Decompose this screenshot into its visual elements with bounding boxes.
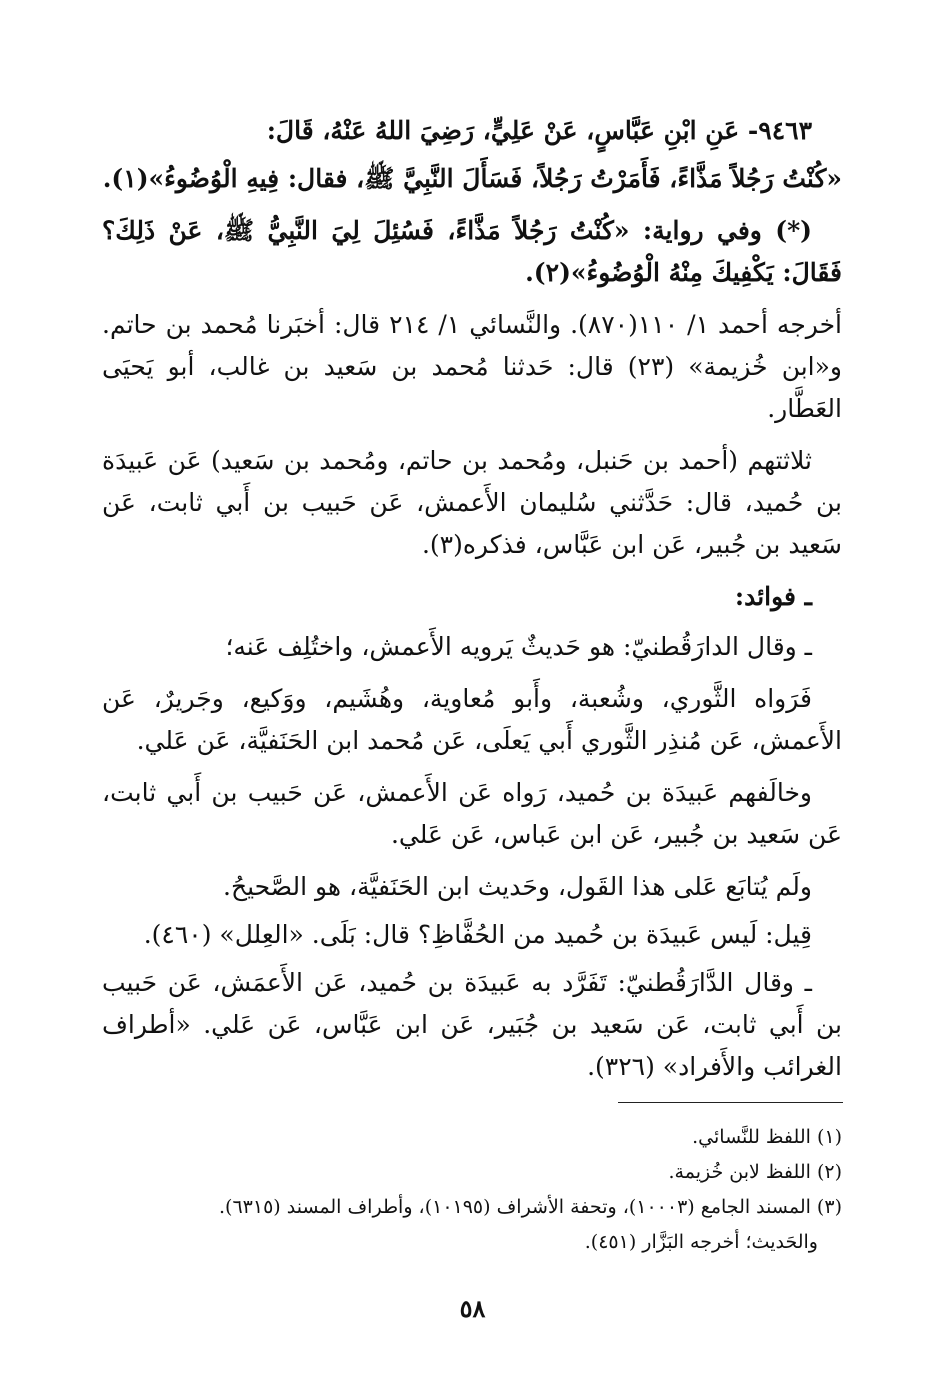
page-number: ٥٨	[459, 1294, 486, 1323]
main-text	[102, 110, 842, 1098]
footnote-3-continuation: والحَديث؛ أخرجه البَزَّار (٤٥١).	[584, 1231, 818, 1253]
fawaid-heading: ـ فوائد:	[734, 582, 812, 611]
footnote-3: (٣) المسند الجامع (١٠٠٠٣)، وتحفة الأشراف (١٠١٩٥)، وأطراف المسند (٦٣١٥).	[219, 1196, 842, 1218]
takhrij-paragraph-2: ثلاثتهم (أحمد بن حَنبل، ومُحمد بن حاتم، ومُحمد بن سَعيد) عَن عَبيدَة بن حُميد، قال: حَدَّثني سُليمان الأَعمش، عَن حَبيب بن أَبي ثابت، عَن سَعيد بن جُبير، عَن ابن عَبَّاس، فذكره(٣).	[102, 446, 842, 559]
hadith-variant: (*) وفي رواية: «كُنْتُ رَجُلاً مَذَّاءً، فَسُئِلَ لِيَ النَّبِيُّ ﷺ، عَنْ ذَلِكَ؟ فَقَالَ: يَكْفِيكَ مِنْهُ الْوُضُوءُ»(٢).	[102, 216, 842, 287]
hadith-text: «كُنْتُ رَجُلاً مَذَّاءً، فَأَمَرْتُ رَجُلاً، فَسَأَلَ النَّبِيَّ ﷺ، فقال: فِيهِ الْوُضُوءُ»(١).	[102, 164, 842, 193]
fawaid-paragraph-4: ولَم يُتابَع عَلى هذا القَول، وحَديث ابن الحَنَفيَّة، هو الصَّحيحُ.	[223, 872, 812, 901]
fawaid-paragraph-3: وخالَفهم عَبيدَة بن حُميد، رَواه عَن الأَعمش، عَن حَبيب بن أَبي ثابت، عَن سَعيد بن جُبير، عَن ابن عَباس، عَن عَلي.	[102, 778, 842, 849]
fawaid-paragraph-2: فَرَواه الثَّوري، وشُعبة، وأَبو مُعاوية، وهُشَيم، ووَكيع، وجَريرٌ، عَن الأَعمش، عَن مُنذِر الثَّوري أَبي يَعلَى، عَن مُحمد ابن الحَنَفيَّة، عَن عَلي.	[102, 684, 842, 755]
hadith-header: ٩٤٦٣- عَنِ ابْنِ عَبَّاسٍ، عَنْ عَلِيٍّ، رَضِيَ اللهُ عَنْهُ، قَالَ:	[266, 116, 812, 145]
fawaid-paragraph-6: ـ وقال الدَّارَقُطنيّ: تَفَرَّد به عَبيدَة بن حُميد، عَن الأَعمَش، عَن حَبيب بن أَبي ثابت، عَن سَعيد بن جُبَير، عَن ابن عَبَّاس، عَن عَلي. «أطراف الغرائب والأَفراد» (٣٢٦).	[102, 968, 842, 1081]
footnote-1: (١) اللفظ للنَّسائي.	[692, 1126, 842, 1148]
footnote-divider	[618, 1102, 843, 1103]
footnotes	[102, 1122, 842, 1262]
takhrij-paragraph-1: أخرجه أحمد ١/ ١١٠(٨٧٠). والنَّسائي ١/ ٢١٤ قال: أخبَرنا مُحمد بن حاتم. و«ابن خُزيمة» (٢٣) قال: حَدثنا مُحمد بن سَعيد بن غالب، أبو يَحيَى العَطَّار.	[102, 310, 842, 423]
fawaid-paragraph-1: ـ وقال الدارَقُطنيّ: هو حَديثٌ يَرويه الأَعمش، واختُلِف عَنه؛	[225, 632, 812, 661]
footnote-2: (٢) اللفظ لابن خُزيمة.	[668, 1161, 842, 1183]
fawaid-paragraph-5: قِيل: لَيس عَبيدَة بن حُميد من الحُفَّاظِ؟ قال: بَلَى. «العِلل» (٤٦٠).	[143, 920, 812, 949]
